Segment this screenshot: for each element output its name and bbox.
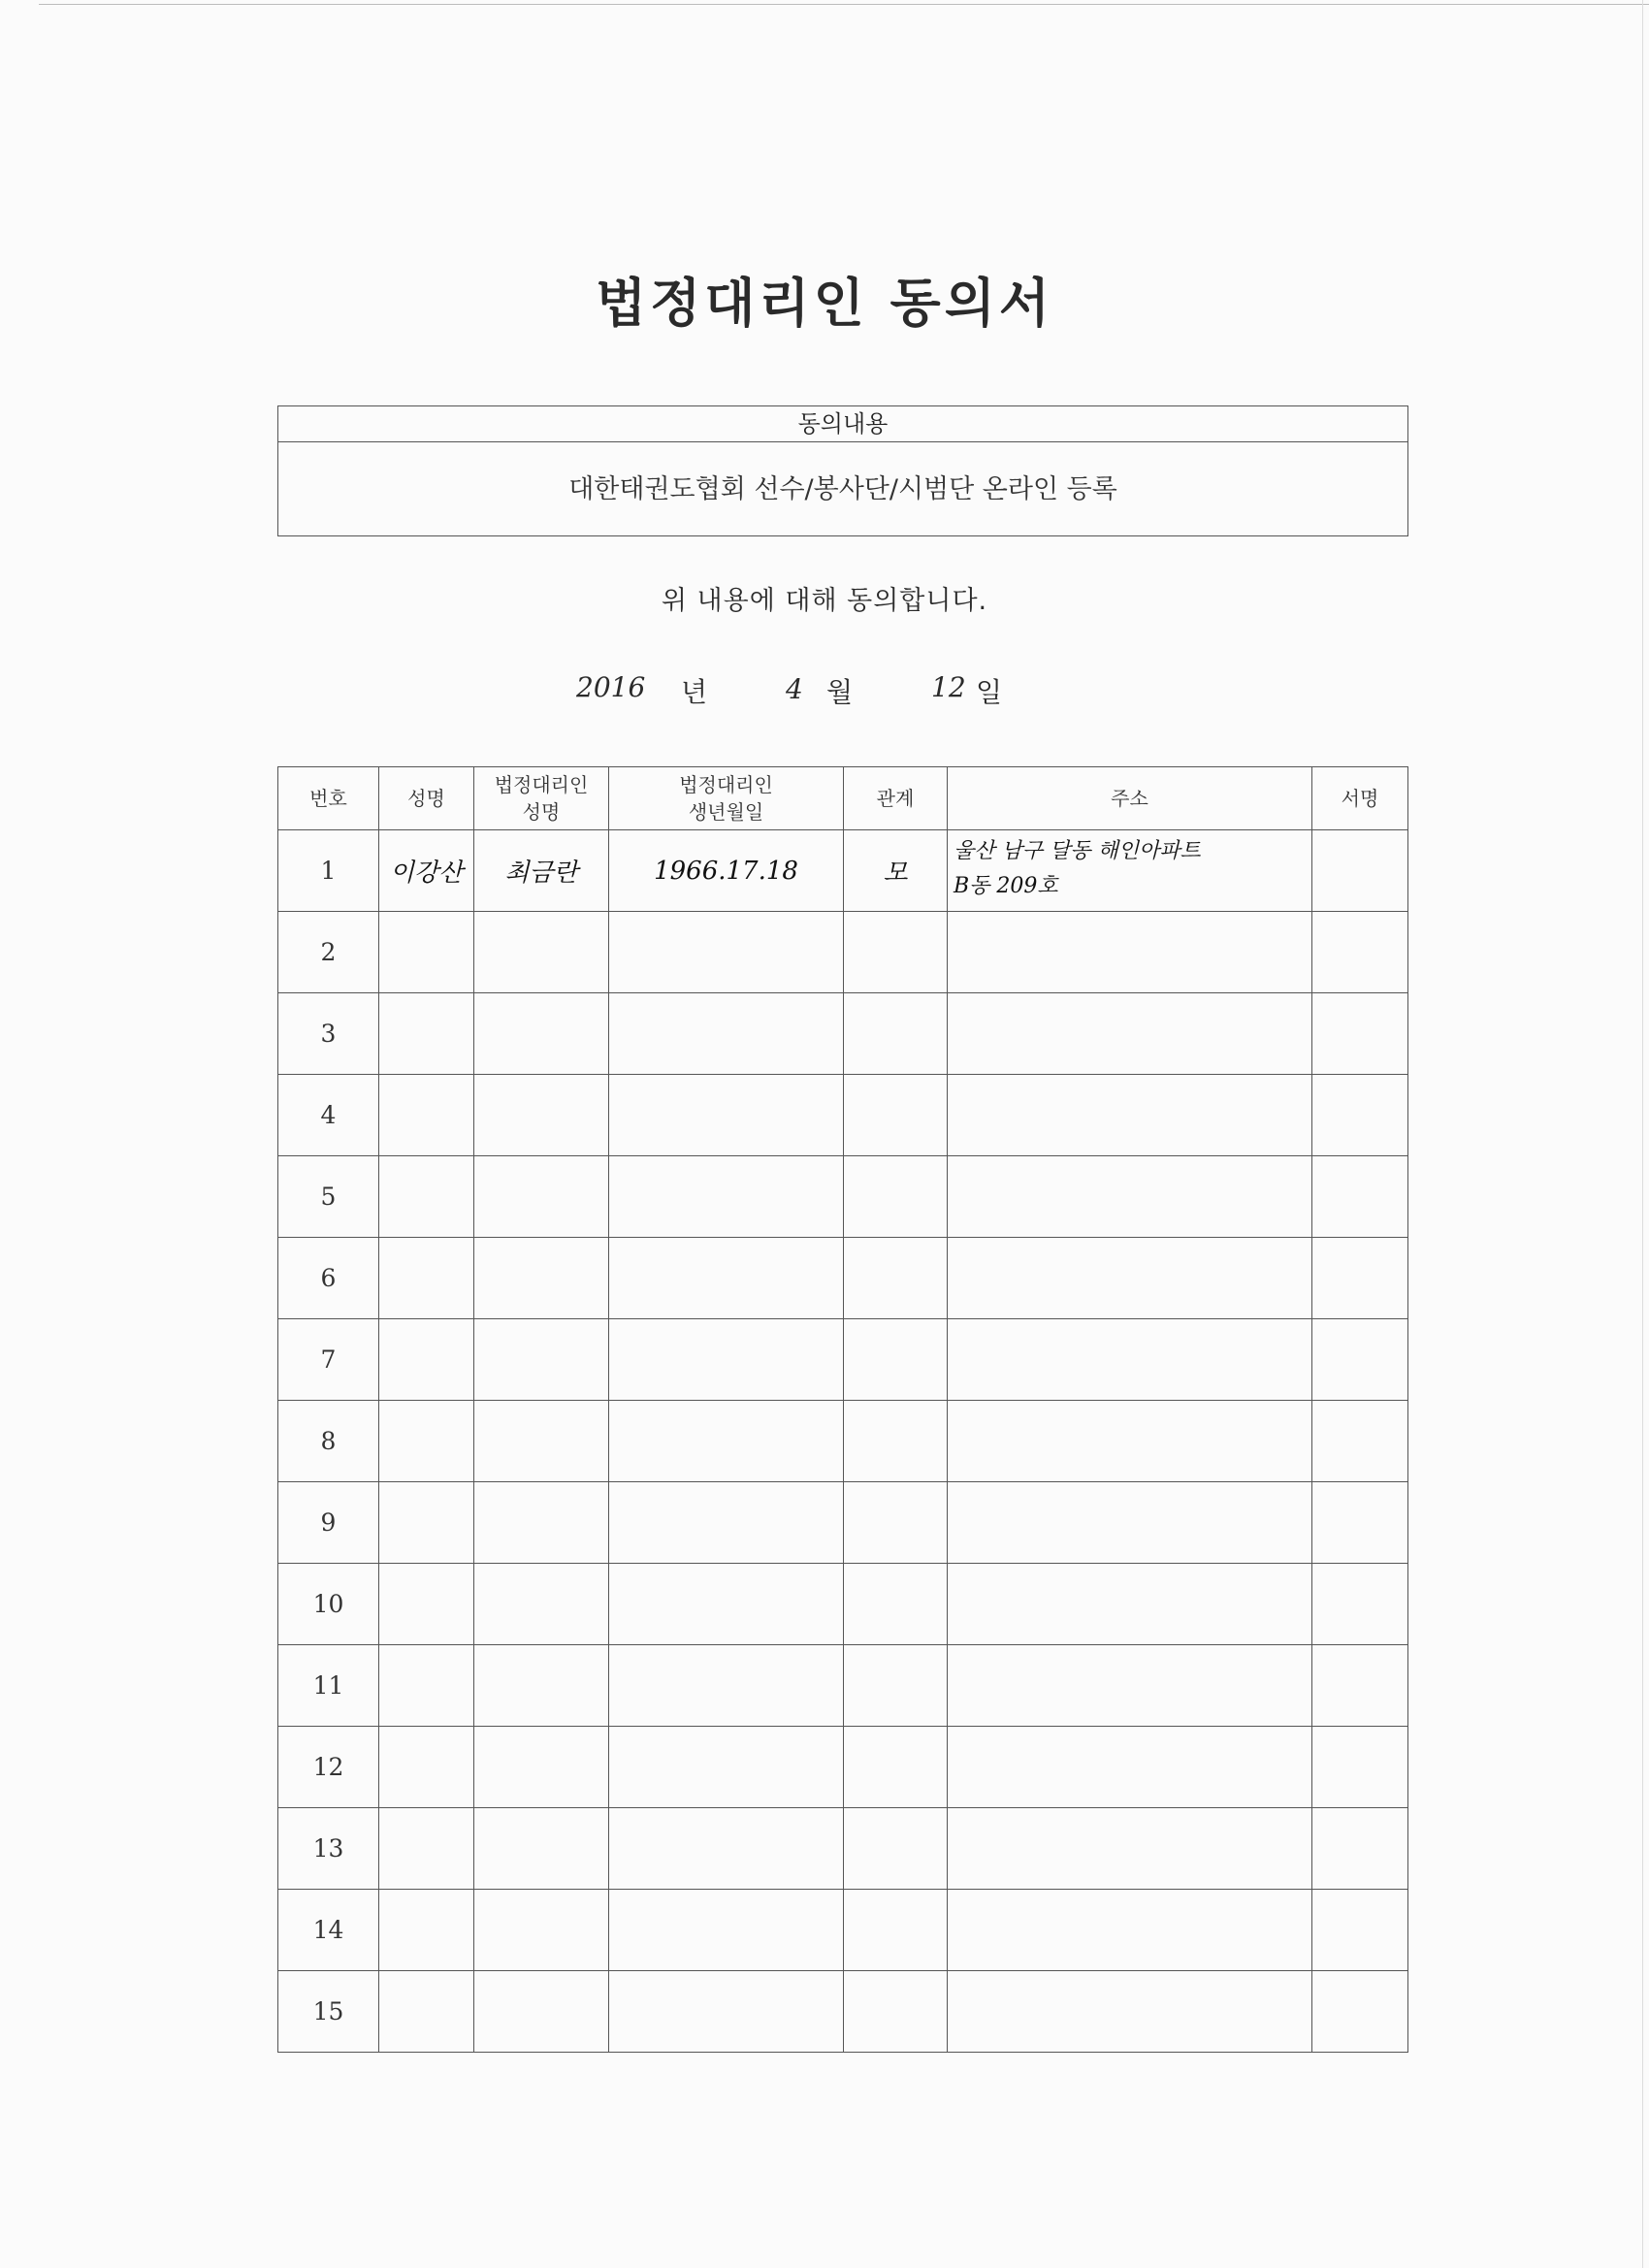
cell-guardian-name: 최금란 <box>474 830 609 912</box>
cell-address <box>948 1482 1312 1564</box>
cell-signature <box>1312 1156 1408 1238</box>
cell-guardian-name <box>474 1401 609 1482</box>
cell-guardian-birth <box>609 1482 844 1564</box>
date-day-value: 12 <box>931 671 966 703</box>
cell-address <box>948 1890 1312 1971</box>
cell-address <box>948 1075 1312 1156</box>
cell-address <box>948 1727 1312 1808</box>
table-row <box>278 1645 1408 1727</box>
cell-number: 4 <box>278 1075 379 1156</box>
cell-number: 11 <box>278 1645 379 1727</box>
date-day-label: 일 <box>976 676 1003 708</box>
cell-address <box>948 830 1312 912</box>
cell-guardian-birth <box>609 1890 844 1971</box>
cell-number: 13 <box>278 1808 379 1890</box>
cell-guardian-name <box>474 1808 609 1890</box>
table-row <box>278 1564 1408 1645</box>
table-row <box>278 1156 1408 1238</box>
cell-address <box>948 1319 1312 1401</box>
cell-guardian-name <box>474 1727 609 1808</box>
cell-guardian-name <box>474 993 609 1075</box>
cell-relation <box>844 1645 948 1727</box>
cell-guardian-birth <box>609 1808 844 1890</box>
cell-address <box>948 1401 1312 1482</box>
cell-relation <box>844 1971 948 2053</box>
cell-signature <box>1312 1564 1408 1645</box>
cell-address <box>948 1645 1312 1727</box>
cell-address <box>948 1564 1312 1645</box>
header-number: 번호 <box>278 767 379 830</box>
cell-number: 6 <box>278 1238 379 1319</box>
cell-guardian-birth: 1966.17.18 <box>609 830 844 912</box>
table-row <box>278 993 1408 1075</box>
table-row <box>278 1401 1408 1482</box>
cell-relation <box>844 1156 948 1238</box>
date-month-label: 월 <box>826 676 854 708</box>
cell-name <box>379 1971 474 2053</box>
cell-address <box>948 1238 1312 1319</box>
cell-address <box>948 1971 1312 2053</box>
cell-relation <box>844 993 948 1075</box>
cell-signature <box>1312 1319 1408 1401</box>
cell-relation <box>844 1564 948 1645</box>
consent-header: 동의내용 <box>278 406 1407 442</box>
cell-name <box>379 1808 474 1890</box>
cell-name <box>379 912 474 993</box>
table-row <box>278 912 1408 993</box>
cell-number: 15 <box>278 1971 379 2053</box>
cell-signature <box>1312 1971 1408 2053</box>
cell-number: 9 <box>278 1482 379 1564</box>
cell-name <box>379 1645 474 1727</box>
cell-number: 8 <box>278 1401 379 1482</box>
cell-signature <box>1312 1890 1408 1971</box>
table-body <box>278 830 1408 2053</box>
cell-guardian-name <box>474 1156 609 1238</box>
cell-guardian-name <box>474 1971 609 2053</box>
cell-address <box>948 912 1312 993</box>
cell-relation <box>844 1482 948 1564</box>
header-guardian-birth-line2: 생년월일 <box>688 800 764 824</box>
date-year-label: 년 <box>681 676 708 708</box>
agreement-statement: 위 내용에 대해 동의합니다. <box>661 586 988 616</box>
cell-address <box>948 1808 1312 1890</box>
table-row <box>278 1238 1408 1319</box>
cell-guardian-birth <box>609 1645 844 1727</box>
cell-number: 5 <box>278 1156 379 1238</box>
cell-signature <box>1312 912 1408 993</box>
cell-name <box>379 1075 474 1156</box>
table-header-row <box>278 767 1408 830</box>
cell-name <box>379 1890 474 1971</box>
cell-number: 7 <box>278 1319 379 1401</box>
cell-guardian-birth <box>609 1401 844 1482</box>
cell-signature <box>1312 1238 1408 1319</box>
cell-relation <box>844 1319 948 1401</box>
header-signature: 서명 <box>1312 767 1408 830</box>
cell-name: 이강산 <box>379 830 474 912</box>
cell-name <box>379 993 474 1075</box>
table-row <box>278 1319 1408 1401</box>
consent-body: 대한태권도협회 선수/봉사단/시범단 온라인 등록 <box>568 474 1117 504</box>
cell-name <box>379 1727 474 1808</box>
table-row <box>278 1971 1408 2053</box>
table-row <box>278 830 1408 912</box>
cell-relation <box>844 1727 948 1808</box>
cell-guardian-name <box>474 1319 609 1401</box>
cell-address-line1: 울산 남구 달동 해인아파트 <box>954 839 1201 863</box>
cell-guardian-birth <box>609 1238 844 1319</box>
document-title: 법정대리인 동의서 <box>595 273 1054 334</box>
cell-guardian-birth <box>609 1156 844 1238</box>
header-guardian-name-line1: 법정대리인 <box>494 773 589 796</box>
cell-address <box>948 993 1312 1075</box>
date-year-value: 2016 <box>576 671 646 703</box>
cell-address <box>948 1156 1312 1238</box>
cell-number: 10 <box>278 1564 379 1645</box>
cell-number: 2 <box>278 912 379 993</box>
header-name: 성명 <box>379 767 474 830</box>
page-top-edge <box>39 4 1649 5</box>
cell-address-line2: B동 209호 <box>954 874 1058 898</box>
cell-guardian-name <box>474 1890 609 1971</box>
cell-relation <box>844 1075 948 1156</box>
cell-name <box>379 1564 474 1645</box>
table-row <box>278 1890 1408 1971</box>
cell-guardian-birth <box>609 1971 844 2053</box>
cell-signature <box>1312 1075 1408 1156</box>
header-guardian-birth <box>609 767 844 830</box>
cell-guardian-birth <box>609 1564 844 1645</box>
page-right-edge <box>1642 0 1643 2268</box>
cell-relation <box>844 912 948 993</box>
cell-relation <box>844 1401 948 1482</box>
consent-box <box>277 405 1408 536</box>
cell-guardian-birth <box>609 1075 844 1156</box>
cell-number: 14 <box>278 1890 379 1971</box>
cell-guardian-birth <box>609 1727 844 1808</box>
date-row <box>0 660 1649 718</box>
cell-guardian-name <box>474 1645 609 1727</box>
guardian-table <box>277 766 1408 2053</box>
header-guardian-name-line2: 성명 <box>522 800 561 824</box>
cell-number: 12 <box>278 1727 379 1808</box>
cell-signature <box>1312 1482 1408 1564</box>
cell-guardian-name <box>474 1238 609 1319</box>
table-row <box>278 1727 1408 1808</box>
table-row <box>278 1075 1408 1156</box>
cell-signature <box>1312 993 1408 1075</box>
cell-signature <box>1312 1401 1408 1482</box>
cell-guardian-birth <box>609 912 844 993</box>
cell-name <box>379 1482 474 1564</box>
cell-number: 3 <box>278 993 379 1075</box>
cell-name <box>379 1319 474 1401</box>
cell-relation <box>844 1890 948 1971</box>
cell-signature <box>1312 1808 1408 1890</box>
cell-signature <box>1312 830 1408 912</box>
header-relation: 관계 <box>844 767 948 830</box>
cell-guardian-name <box>474 1482 609 1564</box>
cell-guardian-name <box>474 1075 609 1156</box>
cell-signature <box>1312 1727 1408 1808</box>
cell-relation <box>844 1808 948 1890</box>
cell-relation: 모 <box>844 830 948 912</box>
cell-guardian-birth <box>609 1319 844 1401</box>
cell-signature <box>1312 1645 1408 1727</box>
cell-name <box>379 1238 474 1319</box>
cell-name <box>379 1401 474 1482</box>
table-row <box>278 1482 1408 1564</box>
cell-relation <box>844 1238 948 1319</box>
cell-guardian-name <box>474 912 609 993</box>
cell-number: 1 <box>278 830 379 912</box>
cell-guardian-name <box>474 1564 609 1645</box>
header-guardian-name <box>474 767 609 830</box>
cell-name <box>379 1156 474 1238</box>
table-row <box>278 1808 1408 1890</box>
header-address: 주소 <box>948 767 1312 830</box>
header-guardian-birth-line1: 법정대리인 <box>679 773 773 796</box>
cell-guardian-birth <box>609 993 844 1075</box>
date-month-value: 4 <box>786 673 803 705</box>
